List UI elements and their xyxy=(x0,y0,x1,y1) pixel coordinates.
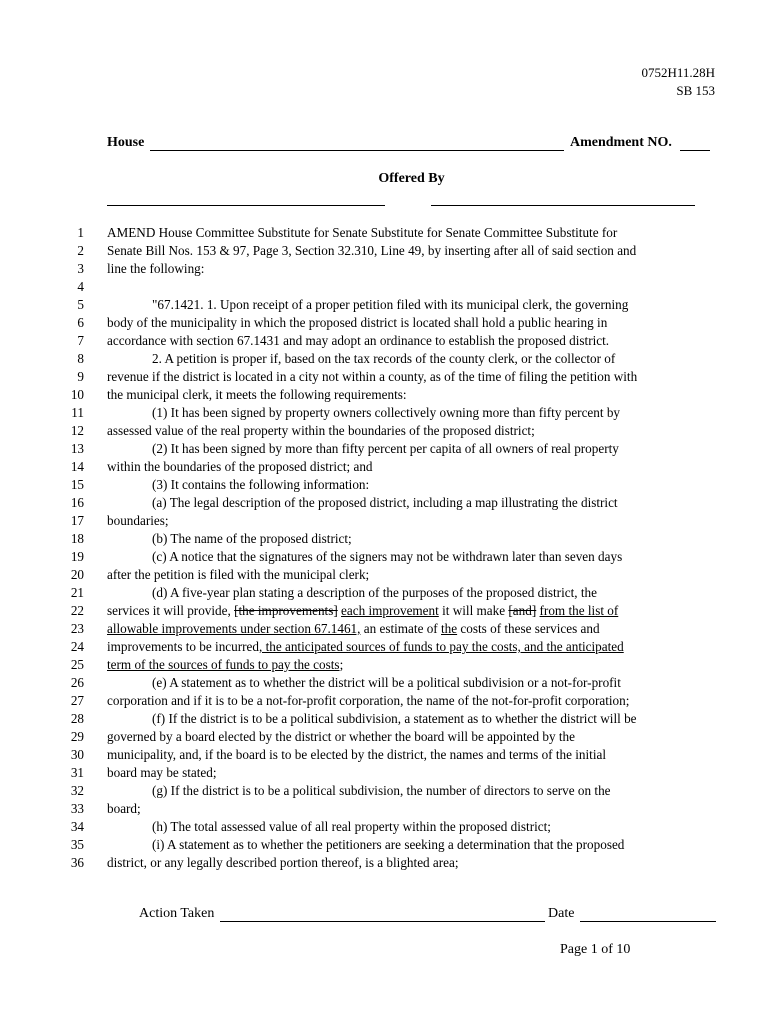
text-segment: (e) A statement as to whether the district will be a political subdivision or a not-for-profit xyxy=(152,675,621,690)
text-segment: AMEND House Committee Substitute for Senate Substitute for Senate Committee Substitute for xyxy=(107,225,618,240)
line-text xyxy=(107,584,597,602)
house-blank-line xyxy=(150,150,564,151)
line-number: 28 xyxy=(70,711,84,726)
document-line xyxy=(0,566,770,584)
line-number: 17 xyxy=(70,513,84,528)
line-text xyxy=(107,602,618,620)
line-text xyxy=(107,440,619,458)
text-segment: district, or any legally described portion thereof, is a blighted area; xyxy=(107,855,459,870)
line-number: 30 xyxy=(70,747,84,762)
amendment-number-label: Amendment NO. xyxy=(570,135,672,150)
text-segment: (f) If the district is to be a political subdivision, a statement as to whether the district will be xyxy=(152,711,637,726)
text-segment: line the following: xyxy=(107,261,205,276)
offered-by-signature-line-right xyxy=(431,205,695,206)
inserted-text: from the list of xyxy=(539,603,619,618)
text-segment: (1) It has been signed by property owners collectively owning more than fifty percent by xyxy=(152,405,621,420)
document-line xyxy=(0,548,770,566)
line-text xyxy=(107,692,629,710)
document-line xyxy=(0,728,770,746)
page-number: Page 1 of 10 xyxy=(560,942,631,957)
text-segment: municipality, and, if the board is to be elected by the district, the names and terms of the initial xyxy=(107,747,607,762)
text-segment: accordance with section 67.1431 and may adopt an ordinance to establish the proposed district. xyxy=(107,333,610,348)
document-line xyxy=(0,386,770,404)
line-number: 23 xyxy=(70,621,84,636)
text-segment: (b) The name of the proposed district; xyxy=(152,531,352,546)
document-line xyxy=(0,764,770,782)
text-segment: (a) The legal description of the proposed district, including a map illustrating the district xyxy=(152,495,618,510)
line-number: 21 xyxy=(70,585,84,600)
line-number: 33 xyxy=(70,801,84,816)
line-number: 7 xyxy=(77,333,84,348)
line-number: 3 xyxy=(77,261,84,276)
text-segment: 2. A petition is proper if, based on the tax records of the county clerk, or the collector of xyxy=(152,351,616,366)
action-taken-blank-line xyxy=(220,921,545,922)
text-segment: revenue if the district is located in a city not within a county, as of the time of filing the petition with xyxy=(107,369,638,384)
inserted-text: the xyxy=(441,621,458,636)
line-number: 9 xyxy=(77,369,84,384)
document-line xyxy=(0,692,770,710)
text-segment: board; xyxy=(107,801,141,816)
document-line xyxy=(0,278,770,296)
line-text xyxy=(107,260,204,278)
document-line xyxy=(0,530,770,548)
document-line xyxy=(0,836,770,854)
text-segment: body of the municipality in which the proposed district is located shall hold a public hearing in xyxy=(107,315,608,330)
line-number: 27 xyxy=(70,693,84,708)
line-number: 4 xyxy=(77,279,84,294)
line-text xyxy=(107,656,343,674)
offered-by-label: Offered By xyxy=(378,171,445,186)
text-segment: assessed value of the real property within the boundaries of the proposed district; xyxy=(107,423,535,438)
document-line xyxy=(0,782,770,800)
line-text xyxy=(107,458,373,476)
line-number: 32 xyxy=(70,783,84,798)
document-line xyxy=(0,818,770,836)
document-line xyxy=(0,800,770,818)
line-number: 26 xyxy=(70,675,84,690)
bill-number: SB 153 xyxy=(676,83,715,98)
amendment-body xyxy=(0,224,770,872)
line-number: 10 xyxy=(70,387,84,402)
line-number: 22 xyxy=(70,603,84,618)
document-line xyxy=(0,602,770,620)
line-text xyxy=(107,764,217,782)
document-line xyxy=(0,332,770,350)
line-number: 35 xyxy=(70,837,84,852)
line-text xyxy=(107,674,621,692)
deleted-text: [and] xyxy=(508,603,537,618)
text-segment: (3) It contains the following information: xyxy=(152,477,370,492)
document-line xyxy=(0,404,770,422)
line-text xyxy=(107,800,141,818)
document-line xyxy=(0,458,770,476)
line-text xyxy=(107,332,609,350)
line-number: 25 xyxy=(70,657,84,672)
line-text xyxy=(107,368,637,386)
line-text xyxy=(107,476,369,494)
line-number: 18 xyxy=(70,531,84,546)
line-text xyxy=(107,296,628,314)
line-number: 29 xyxy=(70,729,84,744)
line-text xyxy=(107,530,352,548)
text-segment: (h) The total assessed value of all real property within the proposed district; xyxy=(152,819,551,834)
document-line xyxy=(0,224,770,242)
document-line xyxy=(0,638,770,656)
document-line xyxy=(0,296,770,314)
line-text xyxy=(107,512,169,530)
line-text xyxy=(107,836,624,854)
deleted-text: [the improvements] xyxy=(234,603,338,618)
line-number: 16 xyxy=(70,495,84,510)
text-segment: (i) A statement as to whether the petitioners are seeking a determination that the proposed xyxy=(152,837,625,852)
document-line xyxy=(0,350,770,368)
document-line xyxy=(0,674,770,692)
date-label: Date xyxy=(548,906,575,921)
document-line xyxy=(0,260,770,278)
line-text xyxy=(107,638,624,656)
inserted-text: term of the sources of funds to pay the costs xyxy=(107,657,340,672)
amendment-number-blank-line xyxy=(680,150,710,151)
line-number: 11 xyxy=(71,405,84,420)
line-text xyxy=(107,548,622,566)
document-line xyxy=(0,584,770,602)
line-text xyxy=(107,566,369,584)
inserted-text: each improvement xyxy=(341,603,439,618)
text-segment: (g) If the district is to be a political subdivision, the number of directors to serve on the xyxy=(152,783,611,798)
text-segment: ; xyxy=(339,657,344,672)
document-line xyxy=(0,620,770,638)
line-number: 5 xyxy=(77,297,84,312)
document-line xyxy=(0,476,770,494)
line-text xyxy=(107,242,636,260)
line-number: 6 xyxy=(77,315,84,330)
inserted-text: allowable improvements under section 67.1461, xyxy=(107,621,361,636)
line-number: 19 xyxy=(70,549,84,564)
inserted-text: , the anticipated sources of funds to pay the costs, and the anticipated xyxy=(258,639,624,654)
bill-code: 0752H11.28H xyxy=(641,65,715,80)
document-line xyxy=(0,440,770,458)
line-text xyxy=(107,494,618,512)
line-number: 34 xyxy=(70,819,84,834)
line-number: 20 xyxy=(70,567,84,582)
line-text xyxy=(107,404,620,422)
line-text xyxy=(107,422,535,440)
line-text xyxy=(107,728,575,746)
line-number: 31 xyxy=(70,765,84,780)
line-number: 15 xyxy=(70,477,84,492)
date-blank-line xyxy=(580,921,716,922)
line-text xyxy=(107,746,606,764)
text-segment: improvements to be incurred xyxy=(107,639,259,654)
line-text xyxy=(107,782,611,800)
line-text xyxy=(107,224,617,242)
document-line xyxy=(0,656,770,674)
text-segment: board may be stated; xyxy=(107,765,217,780)
text-segment: after the petition is filed with the municipal clerk; xyxy=(107,567,370,582)
text-segment: within the boundaries of the proposed district; and xyxy=(107,459,373,474)
text-segment: an estimate of xyxy=(360,621,441,636)
text-segment: costs of these services and xyxy=(457,621,600,636)
line-number: 13 xyxy=(70,441,84,456)
text-segment: services it will provide, xyxy=(107,603,235,618)
line-number: 2 xyxy=(77,243,84,258)
line-number: 12 xyxy=(70,423,84,438)
line-text xyxy=(107,854,459,872)
offered-by-signature-line-left xyxy=(107,205,385,206)
line-number: 36 xyxy=(70,855,84,870)
line-number: 1 xyxy=(77,225,84,240)
text-segment: boundaries; xyxy=(107,513,169,528)
line-text xyxy=(107,386,407,404)
action-taken-label: Action Taken xyxy=(139,906,215,921)
line-number: 14 xyxy=(70,459,84,474)
line-text xyxy=(107,818,551,836)
document-line xyxy=(0,422,770,440)
text-segment: (2) It has been signed by more than fifty percent per capita of all owners of real property xyxy=(152,441,619,456)
house-label: House xyxy=(107,135,145,150)
document-line xyxy=(0,314,770,332)
text-segment: governed by a board elected by the district or whether the board will be appointed by the xyxy=(107,729,576,744)
document-line xyxy=(0,242,770,260)
document-line xyxy=(0,512,770,530)
line-number: 24 xyxy=(70,639,84,654)
document-line xyxy=(0,746,770,764)
text-segment: it will make xyxy=(438,603,509,618)
line-text xyxy=(107,620,600,638)
text-segment: (c) A notice that the signatures of the signers may not be withdrawn later than seven days xyxy=(152,549,623,564)
text-segment: corporation and if it is to be a not-for-profit corporation, the name of the not-for-profit corporation; xyxy=(107,693,630,708)
text-segment: Senate Bill Nos. 153 & 97, Page 3, Section 32.310, Line 49, by inserting after all of said section and xyxy=(107,243,637,258)
text-segment: the municipal clerk, it meets the following requirements: xyxy=(107,387,407,402)
line-text xyxy=(107,350,615,368)
line-text xyxy=(107,710,637,728)
line-number: 8 xyxy=(77,351,84,366)
text-segment: (d) A five-year plan stating a description of the purposes of the proposed district, the xyxy=(152,585,597,600)
document-line xyxy=(0,854,770,872)
line-text xyxy=(107,314,607,332)
document-line xyxy=(0,368,770,386)
text-segment: "67.1421. 1. Upon receipt of a proper petition filed with its municipal clerk, the governing xyxy=(152,297,629,312)
document-line xyxy=(0,710,770,728)
document-line xyxy=(0,494,770,512)
